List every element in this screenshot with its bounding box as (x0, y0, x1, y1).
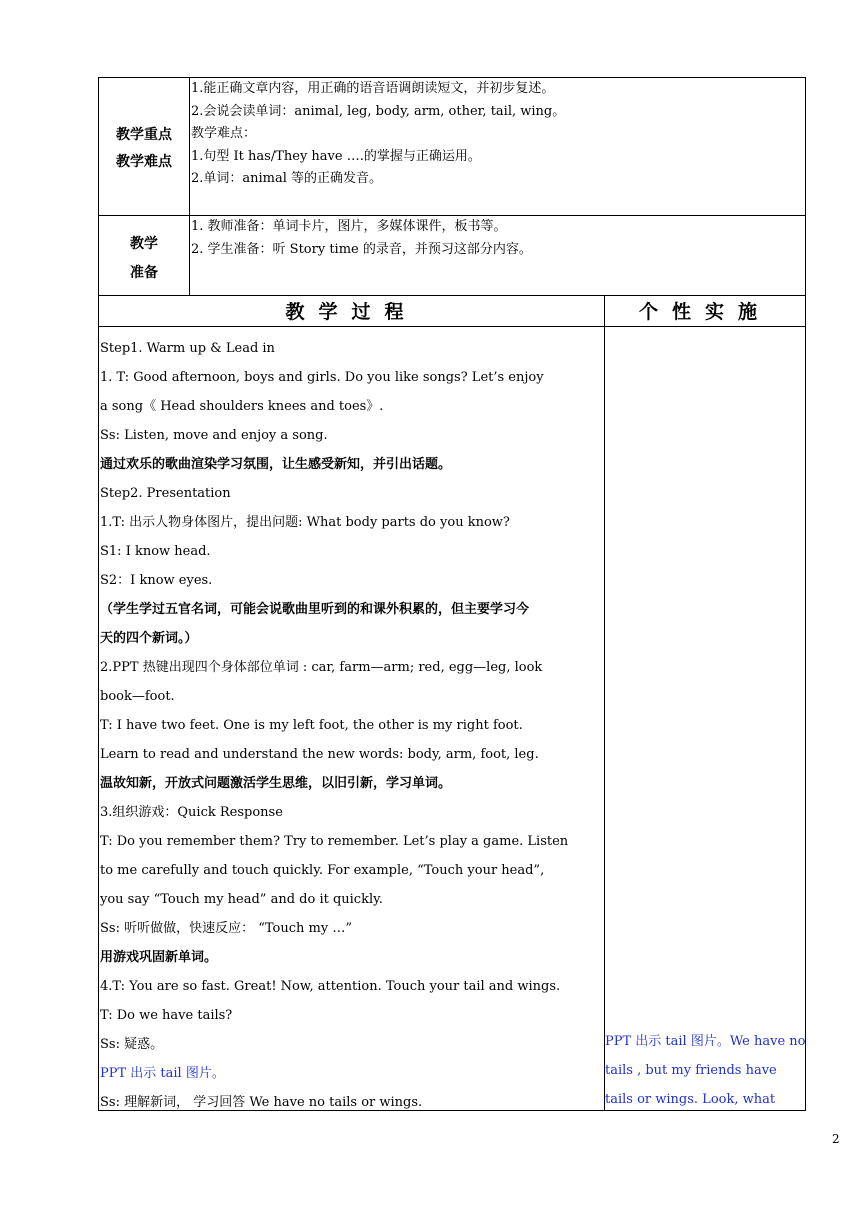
process-line: 3.组织游戏：Quick Response (100, 805, 283, 820)
process-line: Learn to read and understand the new words: body, arm, foot, leg. (100, 747, 539, 762)
process-annotation: PPT 出示 tail 图片。 (100, 1066, 225, 1081)
prep-label (99, 230, 189, 288)
process-note: （学生学过五官名词，可能会说歌曲里听到的和课外积累的，但主要学习今 (100, 602, 530, 617)
process-note: 通过欢乐的歌曲渲染学习氛围，让生感受新知，并引出话题。 (100, 457, 452, 472)
process-line: T: I have two feet. One is my left foot, the other is my right foot. (100, 718, 523, 733)
individual-content (605, 1027, 805, 1114)
row-divider-2 (98, 295, 806, 296)
process-line: S1: I know head. (100, 544, 211, 559)
process-line: Ss: 理解新词， 学习回答 We have no tails or wings. (100, 1095, 423, 1110)
prep-content (191, 216, 532, 261)
focus-label-line2: 教学难点 (116, 154, 172, 170)
process-line: 4.T: You are so fast. Great! Now, attention. Touch your tail and wings. (100, 979, 561, 994)
process-line: S2：I know eyes. (100, 573, 213, 588)
process-line: Ss: Listen, move and enjoy a song. (100, 428, 328, 443)
individual-line: PPT 出示 tail 图片。We have no (605, 1034, 805, 1049)
process-line: 1.T: 出示人物身体图片，提出问题: What body parts do you know? (100, 515, 510, 530)
prep-line: 2. 学生准备：听 Story time 的录音，并预习这部分内容。 (191, 241, 532, 257)
page-number: 2 (832, 1132, 840, 1146)
process-line: T: Do we have tails? (100, 1008, 233, 1023)
focus-line: 1.能正确文章内容，用正确的语音语调朗读短文，并初步复述。 (191, 81, 555, 96)
process-line: T: Do you remember them? Try to remember. Let’s play a game. Listen (100, 834, 569, 849)
focus-label-line1: 教学重点 (116, 127, 172, 143)
process-line: 2.PPT 热键出现四个身体部位单词 : car, farm—arm; red, egg—leg, look (100, 660, 543, 675)
focus-line: 2.单词：animal 等的正确发音。 (191, 171, 383, 186)
process-line: you say “Touch my head” and do it quickly. (100, 892, 383, 907)
focus-line: 1.句型 It has/They have ….的掌握与正确运用。 (191, 148, 481, 164)
process-line: to me carefully and touch quickly. For example, “Touch your head”, (100, 863, 545, 878)
process-column-divider (604, 295, 605, 1111)
process-line: Ss: 听听做做，快速反应： “Touch my …” (100, 921, 352, 936)
focus-line: 2.会说会读单词：animal, leg, body, arm, other, tail, wing。 (191, 103, 566, 119)
individual-line: tails or wings. Look, what (605, 1092, 776, 1107)
focus-content (191, 78, 565, 191)
prep-label-line2: 准备 (130, 265, 158, 281)
prep-label-line1: 教学 (130, 236, 158, 252)
process-line: 1. T: Good afternoon, boys and girls. Do you like songs? Let’s enjoy (100, 370, 544, 385)
process-content (100, 334, 604, 1117)
label-column-divider (189, 77, 190, 295)
row-divider-3 (98, 326, 806, 327)
process-note: 天的四个新词。） (100, 631, 198, 646)
individual-line: tails , but my friends have (605, 1063, 777, 1078)
focus-label (99, 122, 189, 176)
individual-header: 个性实施 (638, 301, 771, 323)
focus-line: 教学难点： (191, 126, 257, 141)
process-line: book—foot. (100, 689, 175, 704)
process-line: Step1. Warm up & Lead in (100, 341, 275, 356)
process-line: a song《 Head shoulders knees and toes》. (100, 399, 384, 414)
process-line: Ss: 疑惑。 (100, 1037, 164, 1052)
process-note: 用游戏巩固新单词。 (100, 950, 218, 965)
process-line: Step2. Presentation (100, 486, 231, 501)
process-note: 温故知新，开放式问题激活学生思维，以旧引新，学习单词。 (100, 776, 452, 791)
process-header: 教学过程 (285, 301, 418, 323)
prep-line: 1. 教师准备：单词卡片，图片，多媒体课件，板书等。 (191, 219, 507, 234)
